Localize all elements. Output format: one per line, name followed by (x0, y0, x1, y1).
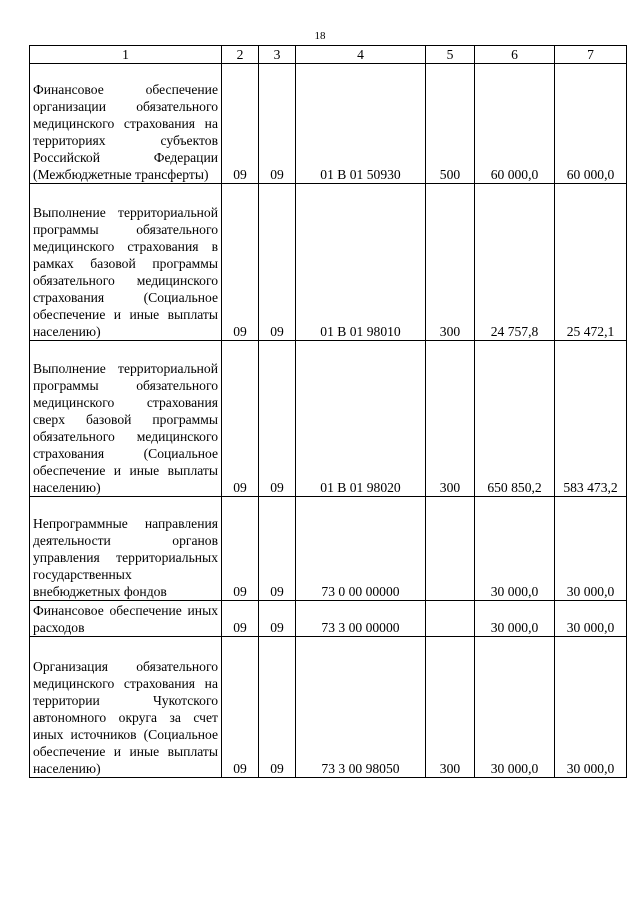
amount-first-year: 650 850,2 (475, 341, 555, 497)
expense-type-code: 300 (426, 341, 475, 497)
target-article-code: 01 В 01 98020 (296, 341, 426, 497)
expense-type-code: 300 (426, 637, 475, 778)
subsection-code: 09 (259, 637, 296, 778)
amount-second-year: 30 000,0 (555, 497, 627, 601)
section-code: 09 (222, 341, 259, 497)
column-header: 7 (555, 46, 627, 64)
amount-second-year: 30 000,0 (555, 637, 627, 778)
amount-second-year: 25 472,1 (555, 184, 627, 341)
target-article-code: 01 В 01 50930 (296, 64, 426, 184)
column-header: 3 (259, 46, 296, 64)
section-code: 09 (222, 637, 259, 778)
subsection-code: 09 (259, 184, 296, 341)
subsection-code: 09 (259, 497, 296, 601)
column-header: 2 (222, 46, 259, 64)
amount-second-year: 60 000,0 (555, 64, 627, 184)
target-article-code: 01 В 01 98010 (296, 184, 426, 341)
expense-name: Финансовое обеспечение организации обязательного медицинского страхования на территориях субъектов Российской Федерации (Межбюджетные трансферты) (30, 64, 222, 184)
expense-name: Финансовое обеспечение иных расходов (30, 601, 222, 637)
expense-name: Выполнение территориальной программы обязательного медицинского страхования сверх базовой программы обязательного медицинского страхования (Социальное обеспечение и иные выплаты населению) (30, 341, 222, 497)
column-header: 4 (296, 46, 426, 64)
section-code: 09 (222, 497, 259, 601)
amount-second-year: 30 000,0 (555, 601, 627, 637)
column-header: 5 (426, 46, 475, 64)
expense-type-code (426, 497, 475, 601)
budget-table (29, 45, 627, 778)
expense-name: Выполнение территориальной программы обязательного медицинского страхования в рамках базовой программы обязательного медицинского страхования (Социальное обеспечение и иные выплаты населению) (30, 184, 222, 341)
table-row (30, 497, 627, 601)
column-header: 1 (30, 46, 222, 64)
section-code: 09 (222, 184, 259, 341)
expense-name: Непрограммные направления деятельности органов управления территориальных государственных внебюджетных фондов (30, 497, 222, 601)
amount-first-year: 24 757,8 (475, 184, 555, 341)
subsection-code: 09 (259, 341, 296, 497)
table-row (30, 64, 627, 184)
amount-first-year: 30 000,0 (475, 601, 555, 637)
section-code: 09 (222, 601, 259, 637)
expense-type-code: 500 (426, 64, 475, 184)
target-article-code: 73 3 00 98050 (296, 637, 426, 778)
target-article-code: 73 0 00 00000 (296, 497, 426, 601)
amount-second-year: 583 473,2 (555, 341, 627, 497)
amount-first-year: 30 000,0 (475, 497, 555, 601)
column-header: 6 (475, 46, 555, 64)
table-header-row (30, 46, 627, 64)
expense-name: Организация обязательного медицинского страхования на территории Чукотского автономного округа за счет иных источников (Социальное обеспечение и иные выплаты населению) (30, 637, 222, 778)
section-code: 09 (222, 64, 259, 184)
expense-type-code (426, 601, 475, 637)
expense-type-code: 300 (426, 184, 475, 341)
table-row (30, 637, 627, 778)
amount-first-year: 60 000,0 (475, 64, 555, 184)
subsection-code: 09 (259, 64, 296, 184)
subsection-code: 09 (259, 601, 296, 637)
page-number: 18 (314, 30, 326, 42)
table-row (30, 601, 627, 637)
table-row (30, 341, 627, 497)
amount-first-year: 30 000,0 (475, 637, 555, 778)
table-row (30, 184, 627, 341)
target-article-code: 73 3 00 00000 (296, 601, 426, 637)
